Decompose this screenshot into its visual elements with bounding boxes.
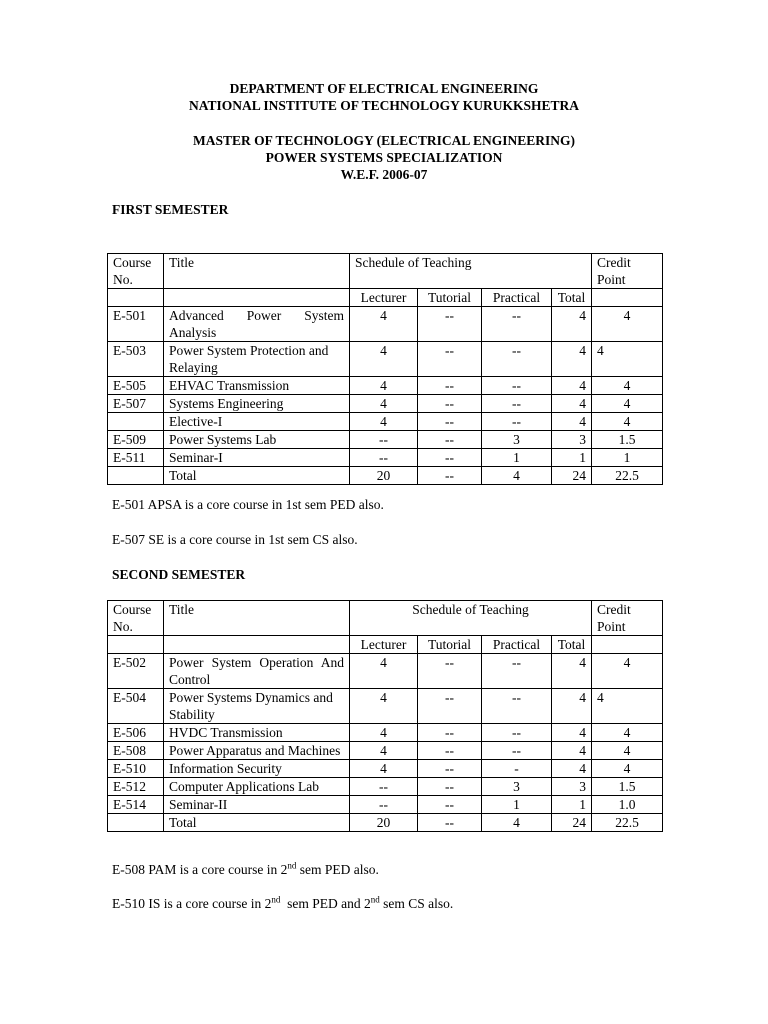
practical-value: -- — [482, 654, 552, 689]
effective-year-heading: W.E.F. 2006-07 — [340, 167, 428, 182]
practical-value: -- — [482, 742, 552, 760]
practical-header: Practical — [482, 636, 552, 654]
table-row — [108, 689, 663, 724]
second-semester-heading: SECOND SEMESTER — [112, 567, 246, 582]
credit-header: Credit Point — [592, 254, 663, 289]
total-value: 1 — [552, 449, 592, 467]
lecturer-value: 4 — [350, 689, 418, 724]
practical-value: -- — [482, 307, 552, 342]
credit-header: Credit Point — [592, 601, 663, 636]
lecturer-value: 4 — [350, 724, 418, 742]
table-row — [108, 724, 663, 742]
course-no-header: Course No. — [108, 254, 164, 289]
lecturer-value: -- — [350, 778, 418, 796]
first-semester-heading: FIRST SEMESTER — [112, 202, 229, 217]
total-value: 4 — [552, 413, 592, 431]
total-value: 3 — [552, 431, 592, 449]
course-title: Total — [164, 467, 350, 485]
course-no — [108, 413, 164, 431]
course-no: E-504 — [108, 689, 164, 724]
credit-value: 4 — [592, 377, 663, 395]
tutorial-value: -- — [418, 689, 482, 724]
lecturer-value: 4 — [350, 760, 418, 778]
course-title: Power System Operation And Control — [164, 654, 350, 689]
title-header: Title — [164, 601, 350, 636]
table-subheader-row — [108, 289, 663, 307]
table-row — [108, 431, 663, 449]
practical-value: -- — [482, 395, 552, 413]
total-header: Total — [552, 289, 592, 307]
course-title: Total — [164, 814, 350, 832]
department-heading: DEPARTMENT OF ELECTRICAL ENGINEERING — [229, 81, 539, 96]
table-header-row — [108, 601, 663, 636]
practical-value: 4 — [482, 814, 552, 832]
table-row — [108, 307, 663, 342]
credit-value: 22.5 — [592, 467, 663, 485]
first-semester-table — [107, 253, 663, 485]
total-value: 24 — [552, 467, 592, 485]
practical-value: 4 — [482, 467, 552, 485]
course-no: E-511 — [108, 449, 164, 467]
total-value: 4 — [552, 689, 592, 724]
practical-value: -- — [482, 413, 552, 431]
tutorial-value: -- — [418, 796, 482, 814]
lecturer-value: 4 — [350, 307, 418, 342]
table-subheader-row — [108, 636, 663, 654]
course-title: EHVAC Transmission — [164, 377, 350, 395]
course-title: Advanced Power System Analysis — [164, 307, 350, 342]
table-row — [108, 395, 663, 413]
credit-value: 22.5 — [592, 814, 663, 832]
course-no: E-501 — [108, 307, 164, 342]
total-value: 1 — [552, 796, 592, 814]
lecturer-value: 4 — [350, 654, 418, 689]
lecturer-value: 4 — [350, 342, 418, 377]
practical-value: 3 — [482, 778, 552, 796]
credit-value: 4 — [592, 654, 663, 689]
institute-heading: NATIONAL INSTITUTE OF TECHNOLOGY KURUKKSHETRA — [188, 98, 580, 113]
practical-value: -- — [482, 377, 552, 395]
course-no: E-508 — [108, 742, 164, 760]
course-no: E-503 — [108, 342, 164, 377]
course-no — [108, 467, 164, 485]
tutorial-value: -- — [418, 654, 482, 689]
lecturer-value: 4 — [350, 395, 418, 413]
practical-header: Practical — [482, 289, 552, 307]
practical-value: -- — [482, 689, 552, 724]
lecturer-value: 4 — [350, 742, 418, 760]
tutorial-value: -- — [418, 724, 482, 742]
table-total-row — [108, 467, 663, 485]
table-row — [108, 377, 663, 395]
table-row — [108, 742, 663, 760]
schedule-header: Schedule of Teaching — [350, 601, 592, 636]
table-row — [108, 413, 663, 431]
lecturer-value: -- — [350, 449, 418, 467]
tutorial-value: -- — [418, 742, 482, 760]
practical-value: -- — [482, 342, 552, 377]
tutorial-value: -- — [418, 760, 482, 778]
total-value: 4 — [552, 760, 592, 778]
tutorial-value: -- — [418, 778, 482, 796]
practical-value: -- — [482, 724, 552, 742]
course-title: Seminar-I — [164, 449, 350, 467]
practical-value: 3 — [482, 431, 552, 449]
credit-value: 4 — [592, 413, 663, 431]
course-no: E-507 — [108, 395, 164, 413]
course-title: Elective-I — [164, 413, 350, 431]
credit-value: 1.0 — [592, 796, 663, 814]
specialization-heading: POWER SYSTEMS SPECIALIZATION — [265, 150, 503, 165]
course-no-header: Course No. — [108, 601, 164, 636]
total-value: 24 — [552, 814, 592, 832]
credit-value: 4 — [592, 342, 663, 377]
course-title: Power Systems Dynamics and Stability — [164, 689, 350, 724]
first-note-apsa: E-501 APSA is a core course in 1st sem PED also. — [112, 497, 384, 512]
table-row — [108, 449, 663, 467]
schedule-header: Schedule of Teaching — [350, 254, 592, 289]
course-no: E-505 — [108, 377, 164, 395]
total-value: 4 — [552, 307, 592, 342]
table-row — [108, 778, 663, 796]
tutorial-value: -- — [418, 467, 482, 485]
credit-value: 4 — [592, 395, 663, 413]
total-value: 3 — [552, 778, 592, 796]
credit-value: 4 — [592, 689, 663, 724]
tutorial-value: -- — [418, 377, 482, 395]
course-no: E-506 — [108, 724, 164, 742]
second-semester-table — [107, 600, 663, 832]
course-no — [108, 814, 164, 832]
total-value: 4 — [552, 724, 592, 742]
lecturer-value: -- — [350, 431, 418, 449]
second-note-is: E-510 IS is a core course in 2nd sem PED and 2nd sem CS also. — [112, 894, 454, 911]
lecturer-value: 4 — [350, 377, 418, 395]
lecturer-value: 4 — [350, 413, 418, 431]
credit-value: 1.5 — [592, 778, 663, 796]
table-row — [108, 760, 663, 778]
tutorial-value: -- — [418, 307, 482, 342]
course-title: Power Systems Lab — [164, 431, 350, 449]
total-value: 4 — [552, 395, 592, 413]
total-value: 4 — [552, 342, 592, 377]
total-value: 4 — [552, 377, 592, 395]
credit-value: 4 — [592, 307, 663, 342]
total-header: Total — [552, 636, 592, 654]
first-note-se: E-507 SE is a core course in 1st sem CS also. — [112, 532, 358, 547]
course-title: Power System Protection and Relaying — [164, 342, 350, 377]
course-title: Seminar-II — [164, 796, 350, 814]
title-header: Title — [164, 254, 350, 289]
total-value: 4 — [552, 654, 592, 689]
practical-value: - — [482, 760, 552, 778]
course-no: E-509 — [108, 431, 164, 449]
practical-value: 1 — [482, 796, 552, 814]
lecturer-value: 20 — [350, 814, 418, 832]
course-no: E-502 — [108, 654, 164, 689]
table-row — [108, 342, 663, 377]
course-no: E-514 — [108, 796, 164, 814]
program-heading: MASTER OF TECHNOLOGY (ELECTRICAL ENGINEERING) — [192, 133, 576, 148]
lecturer-header: Lecturer — [350, 636, 418, 654]
table-total-row — [108, 814, 663, 832]
tutorial-value: -- — [418, 413, 482, 431]
practical-value: 1 — [482, 449, 552, 467]
table-row — [108, 654, 663, 689]
course-title: Computer Applications Lab — [164, 778, 350, 796]
course-title: Power Apparatus and Machines — [164, 742, 350, 760]
credit-value: 4 — [592, 742, 663, 760]
credit-value: 4 — [592, 760, 663, 778]
tutorial-value: -- — [418, 342, 482, 377]
lecturer-header: Lecturer — [350, 289, 418, 307]
table-row — [108, 796, 663, 814]
course-title: Information Security — [164, 760, 350, 778]
lecturer-value: -- — [350, 796, 418, 814]
credit-value: 1 — [592, 449, 663, 467]
tutorial-value: -- — [418, 814, 482, 832]
course-no: E-510 — [108, 760, 164, 778]
lecturer-value: 20 — [350, 467, 418, 485]
tutorial-value: -- — [418, 395, 482, 413]
credit-value: 4 — [592, 724, 663, 742]
table-header-row — [108, 254, 663, 289]
course-title: Systems Engineering — [164, 395, 350, 413]
second-note-pam: E-508 PAM is a core course in 2nd sem PED also. — [112, 860, 379, 877]
total-value: 4 — [552, 742, 592, 760]
tutorial-header: Tutorial — [418, 289, 482, 307]
tutorial-value: -- — [418, 449, 482, 467]
tutorial-header: Tutorial — [418, 636, 482, 654]
credit-value: 1.5 — [592, 431, 663, 449]
course-no: E-512 — [108, 778, 164, 796]
tutorial-value: -- — [418, 431, 482, 449]
course-title: HVDC Transmission — [164, 724, 350, 742]
